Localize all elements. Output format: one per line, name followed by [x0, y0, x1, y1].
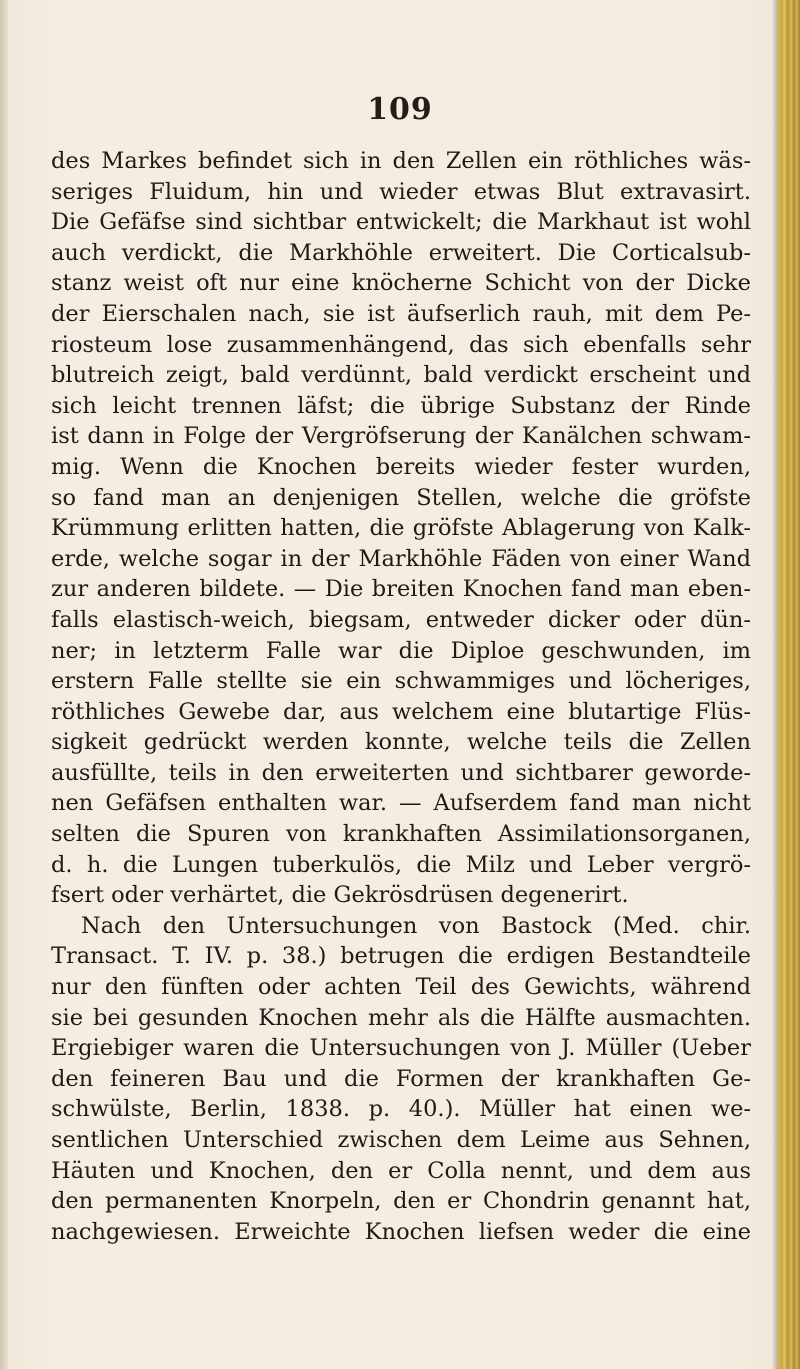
text-line: röthliches Gewebe dar, aus welchem eine blutartige Flüs-	[51, 698, 751, 725]
text-line: mig. Wenn die Knochen bereits wieder fester wurden,	[51, 453, 751, 480]
text-line: sentlichen Unterschied zwischen dem Leime aus Sehnen,	[51, 1127, 751, 1153]
text-line: ausfüllte, teils in den erweiterten und sichtbarer geworde-	[51, 759, 751, 786]
text-line: d. h. die Lungen tuberkulös, die Milz und Leber vergrö-	[51, 851, 751, 878]
text-line: selten die Spuren von krankhaften Assimilationsorganen,	[51, 821, 751, 848]
gilded-page-edge	[778, 0, 800, 1369]
text-line: stanz weist oft nur eine knöcherne Schicht von der Dicke	[51, 270, 751, 297]
text-line: sie bei gesunden Knochen mehr als die Hälfte ausmachten.	[51, 1004, 751, 1031]
text-line: Krümmung erlitten hatten, die gröfste Ablagerung von Kalk-	[51, 515, 751, 542]
text-line: erstern Falle stellte sie ein schwammiges und löcheriges,	[51, 668, 751, 695]
text-line: den permanenten Knorpeln, den er Chondrin genannt hat,	[51, 1188, 751, 1215]
text-line: ist dann in Folge der Vergröfserung der Kanälchen schwam-	[51, 423, 751, 450]
text-line: schwülste, Berlin, 1838. p. 40.). Müller hat einen we-	[51, 1096, 751, 1123]
text-line: Ergiebiger waren die Untersuchungen von J. Müller (Ueber	[51, 1035, 751, 1062]
text-line: Die Gefäfse sind sichtbar entwickelt; die Markhaut ist wohl	[51, 209, 751, 236]
text-line: der Eierschalen nach, sie ist äufserlich rauh, mit dem Pe-	[51, 300, 751, 327]
page-binding-shadow	[0, 0, 8, 1369]
text-line: seriges Fluidum, hin und wieder etwas Blut extravasirt.	[51, 178, 751, 205]
paragraph-start-line: Nach den Untersuchungen von Bastock (Med. chir.	[81, 912, 751, 939]
text-line: erde, welche sogar in der Markhöhle Fäden von einer Wand	[51, 545, 751, 572]
text-line: falls elastisch-weich, biegsam, entweder dicker oder dün-	[51, 606, 751, 633]
page-number: 109	[367, 92, 433, 127]
text-line: den feineren Bau und die Formen der krankhaften Ge-	[51, 1065, 751, 1092]
text-line: Transact. T. IV. p. 38.) betrugen die erdigen Bestandteile	[51, 943, 751, 970]
text-line: nen Gefäfsen enthalten war. — Aufserdem fand man nicht	[51, 790, 751, 817]
text-line: so fand man an denjenigen Stellen, welche die gröfste	[51, 484, 751, 511]
text-line: riosteum lose zusammenhängend, das sich ebenfalls sehr	[51, 331, 751, 358]
text-line: sigkeit gedrückt werden konnte, welche teils die Zellen	[51, 729, 751, 756]
text-line: des Markes befindet sich in den Zellen ein röthliches wäs-	[51, 148, 751, 174]
paragraph-end-line: fsert oder verhärtet, die Gekrösdrüsen degenerirt.	[51, 882, 629, 909]
text-line: blutreich zeigt, bald verdünnt, bald verdickt erscheint und	[51, 362, 751, 389]
text-line: zur anderen bildete. — Die breiten Knochen fand man eben-	[51, 576, 751, 603]
body-text	[51, 146, 751, 1247]
text-line: ner; in letzterm Falle war die Diploe geschwunden, im	[51, 637, 751, 664]
text-line: nachgewiesen. Erweichte Knochen liefsen weder die eine	[51, 1218, 751, 1245]
text-line: Häuten und Knochen, den er Colla nennt, und dem aus	[51, 1157, 751, 1184]
text-line: auch verdickt, die Markhöhle erweitert. Die Corticalsub-	[51, 239, 751, 266]
text-line: nur den fünften oder achten Teil des Gewichts, während	[51, 974, 751, 1001]
text-line: sich leicht trennen läfst; die übrige Substanz der Rinde	[51, 392, 751, 419]
